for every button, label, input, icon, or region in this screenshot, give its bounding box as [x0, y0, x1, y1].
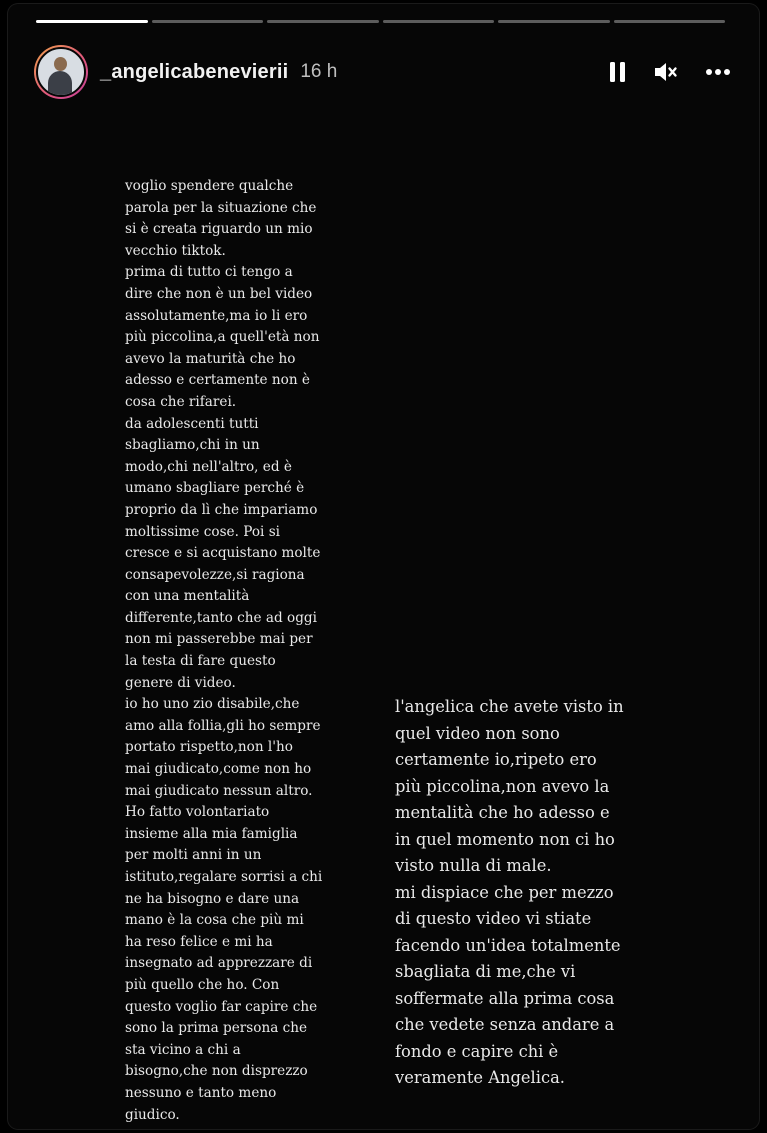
story-viewer[interactable] [8, 4, 759, 1129]
pause-icon [609, 61, 627, 83]
progress-segment [614, 20, 726, 23]
progress-segment [36, 20, 148, 23]
volume-muted-icon [653, 61, 679, 83]
post-time: 16 h [300, 61, 338, 82]
progress-segment-fill [36, 20, 148, 23]
progress-segment [498, 20, 610, 23]
story-text-right: l'angelica che avete visto in quel video non sono certamente io,ripeto ero più piccolina,non avevo la mentalità che ho adesso e in quel momento non ci ho visto nulla di male. mi dispiace che per mezzo di questo video vi stiate facendo un'idea totalmente sbagliata di me,che vi soffermate alla prima cosa che vedete senza andare a fondo e capire chi è veramente Angelica. [395, 697, 624, 1087]
progress-segment [383, 20, 495, 23]
story-controls [609, 61, 731, 83]
avatar[interactable] [34, 45, 88, 99]
more-options-button[interactable] [705, 68, 731, 76]
story-header [34, 42, 731, 102]
more-horizontal-icon [705, 68, 731, 76]
story-text-left: voglio spendere qualche parola per la situazione che si è creata riguardo un mio vecchio tiktok. prima di tutto ci tengo a dire che non è un bel video assolutamente,ma io li ero più piccolina,a quell'età non avevo la maturità che ho adesso e certamente non è cosa che rifarei. da adolescenti tutti sbagliamo,chi in un modo,chi nell'altro, ed è umano sbagliare perché è proprio da lì che impariamo moltissime cose. Poi si cresce e si acquistano molte consapevolezze,si ragiona con una mentalità differente,tanto che ad oggi non mi passerebbe mai per la testa di fare questo genere di video. io ho uno zio disabile,che amo alla follia,gli ho sempre portato rispetto,non l'ho mai giudicato,come non ho mai giudicato nessun altro. Ho fatto volontariato insieme alla mia famiglia per molti anni in un istituto,regalare sorrisi a chi ne ha bisogno e dare una mano è la cosa che più mi ha reso felice e mi ha insegnato ad apprezzare di più quello che ho. Con questo voglio far capire che sono la prima persona che sta vicino a chi a bisogno,che non disprezzo nessuno e tanto meno giudico. [125, 178, 323, 1123]
avatar-image [36, 47, 86, 97]
progress-segment [152, 20, 264, 23]
progress-segment [267, 20, 379, 23]
story-progress-bar [36, 20, 725, 23]
username[interactable]: _angelicabenevierii [100, 60, 289, 83]
pause-button[interactable] [609, 61, 627, 83]
mute-button[interactable] [653, 61, 679, 83]
